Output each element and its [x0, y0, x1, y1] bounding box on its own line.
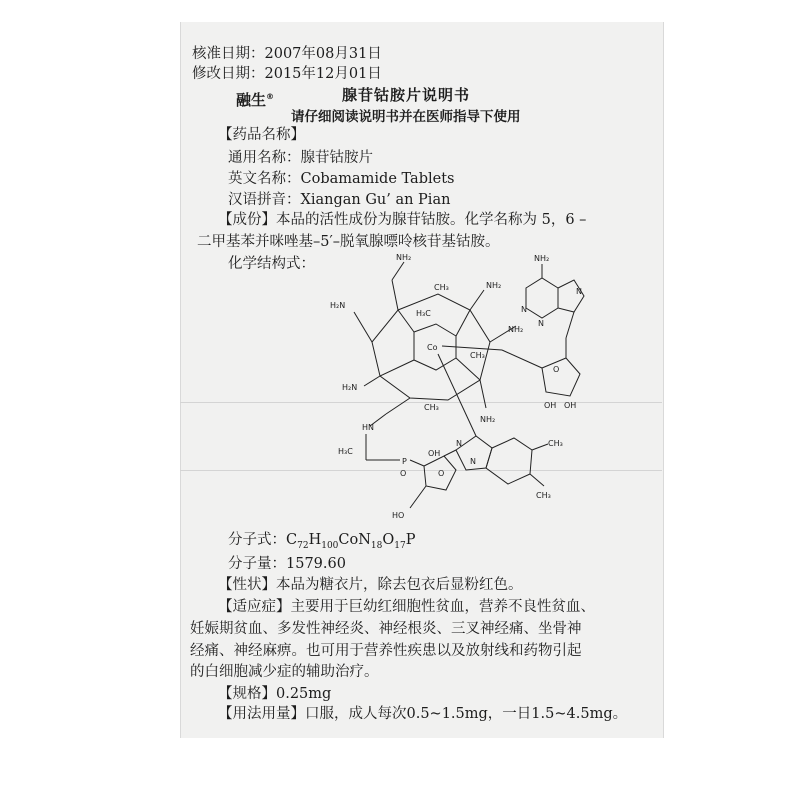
molecular-formula: 分子式：$C_{72}H_{100}CoN_{18}O_{17}P$: [228, 532, 416, 551]
methyl-label: CH₃: [470, 351, 485, 360]
o-label: O: [400, 469, 407, 478]
phosphate-label: P: [402, 457, 407, 466]
indications-line-1: 【适应症】主要用于巨幼红细胞性贫血，营养不良性贫血、: [218, 599, 595, 615]
brand-logo: 融生®: [236, 91, 275, 109]
n-label: N: [538, 319, 544, 328]
amide-label: NH₂: [486, 281, 502, 290]
specification: 【规格】0.25mg: [218, 686, 332, 702]
revision-date: 修改日期：2015年12月01日: [192, 66, 382, 82]
drug-name-heading: 【药品名称】: [218, 127, 305, 143]
adenine-amine-label: NH₂: [534, 254, 550, 263]
hn-label: HN: [362, 423, 374, 432]
methyl-label: CH₃: [536, 491, 551, 500]
english-name: 英文名称：Cobamamide Tablets: [228, 171, 455, 187]
indications-line-2: 妊娠期贫血、多发性神经炎、神经根炎、三叉神经痛、坐骨神: [190, 621, 582, 637]
amide-label: NH₂: [396, 253, 412, 262]
composition-line-2: 二甲基苯并咪唑基–5′–脱氧腺嘌呤核苷基钴胺。: [197, 234, 500, 250]
oh-label: OH: [564, 401, 577, 410]
document-title: 腺苷钴胺片说明书: [342, 86, 471, 104]
structure-label: 化学结构式：: [228, 256, 315, 272]
cobalt-label: Co: [427, 343, 438, 352]
approval-date: 核准日期：2007年08月31日: [192, 46, 382, 62]
pinyin-name: 汉语拼音：Xiangan Gu’ an Pian: [228, 192, 451, 208]
oh-label: OH: [544, 401, 557, 410]
n-label: N: [521, 305, 527, 314]
amide-label: NH₂: [508, 325, 524, 334]
methyl-label: CH₃: [434, 283, 449, 292]
methyl-label: H₃C: [338, 447, 353, 456]
chemical-structure-diagram: [330, 250, 610, 540]
character-section: 【性状】本品为糖衣片，除去包衣后显粉红色。: [218, 577, 523, 593]
amide-label: H₂N: [330, 301, 346, 310]
n-label: N: [456, 439, 462, 448]
indications-line-3: 经痛、神经麻痹。也可用于营养性疾患以及放射线和药物引起: [190, 643, 582, 659]
methyl-label: H₃C: [416, 309, 431, 318]
composition-line-1: 【成份】本品的活性成份为腺苷钴胺。化学名称为 5，6 –: [218, 212, 587, 228]
o-label: O: [438, 469, 445, 478]
n-label: N: [576, 287, 582, 296]
oh-label: OH: [428, 449, 441, 458]
n-label: N: [470, 457, 476, 466]
ho-label: HO: [392, 511, 405, 520]
generic-name: 通用名称：腺苷钴胺片: [228, 150, 373, 166]
amide-label: NH₂: [480, 415, 496, 424]
usage-notice: 请仔细阅读说明书并在医师指导下使用: [291, 109, 521, 125]
methyl-label: CH₃: [548, 439, 563, 448]
molecular-weight: 分子量：1579.60: [228, 556, 346, 572]
methyl-label: CH₃: [424, 403, 439, 412]
amide-label: H₂N: [342, 383, 358, 392]
indications-line-4: 的白细胞减少症的辅助治疗。: [190, 664, 379, 680]
o-label: O: [553, 365, 560, 374]
dosage: 【用法用量】口服，成人每次0.5~1.5mg，一日1.5~4.5mg。: [218, 706, 628, 722]
